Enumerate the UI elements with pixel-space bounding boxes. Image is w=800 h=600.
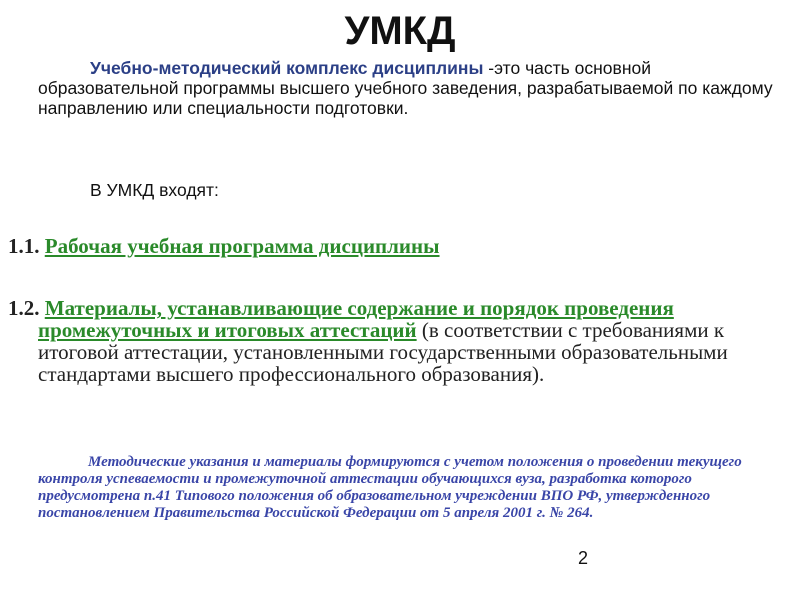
methodical-note: Методические указания и материалы формируются с учетом положения о проведении текущего контроля успеваемости и промежуточной аттестации обучающихся вуза, разработка которого предусмотрена п.41 Типового положения об образовательном учреждении ВПО РФ, утвержденного постановлением Правительства Российской Федерации от 5 апреля 2001 г. № 264. bbox=[38, 454, 742, 521]
includes-heading: В УМКД входят: bbox=[90, 180, 219, 200]
intro-term: Учебно-методический комплекс дисциплины bbox=[90, 58, 484, 78]
list-item bbox=[8, 297, 788, 385]
item-link-attestation-materials[interactable]: Материалы, устанавливающие содержание и порядок проведения промежуточных и итоговых аттестаций bbox=[38, 296, 674, 342]
slide-title: УМКД bbox=[344, 9, 456, 53]
page-number: 2 bbox=[578, 548, 589, 568]
intro-text: -это часть основной образовательной программы высшего учебного заведения, разрабатываемой по каждому направлению или специальности подготовки. bbox=[38, 58, 773, 118]
item-description: (в соответствии с требованиями к итоговой аттестации, установленными государственными образовательными стандартами высшего профессионального образования). bbox=[38, 318, 728, 386]
item-number: 1.1. bbox=[8, 234, 45, 258]
item-link-work-program[interactable]: Рабочая учебная программа дисциплины bbox=[44, 234, 440, 258]
list-item bbox=[8, 235, 788, 257]
intro-paragraph bbox=[38, 58, 778, 118]
item-number: 1.2. bbox=[8, 296, 45, 320]
